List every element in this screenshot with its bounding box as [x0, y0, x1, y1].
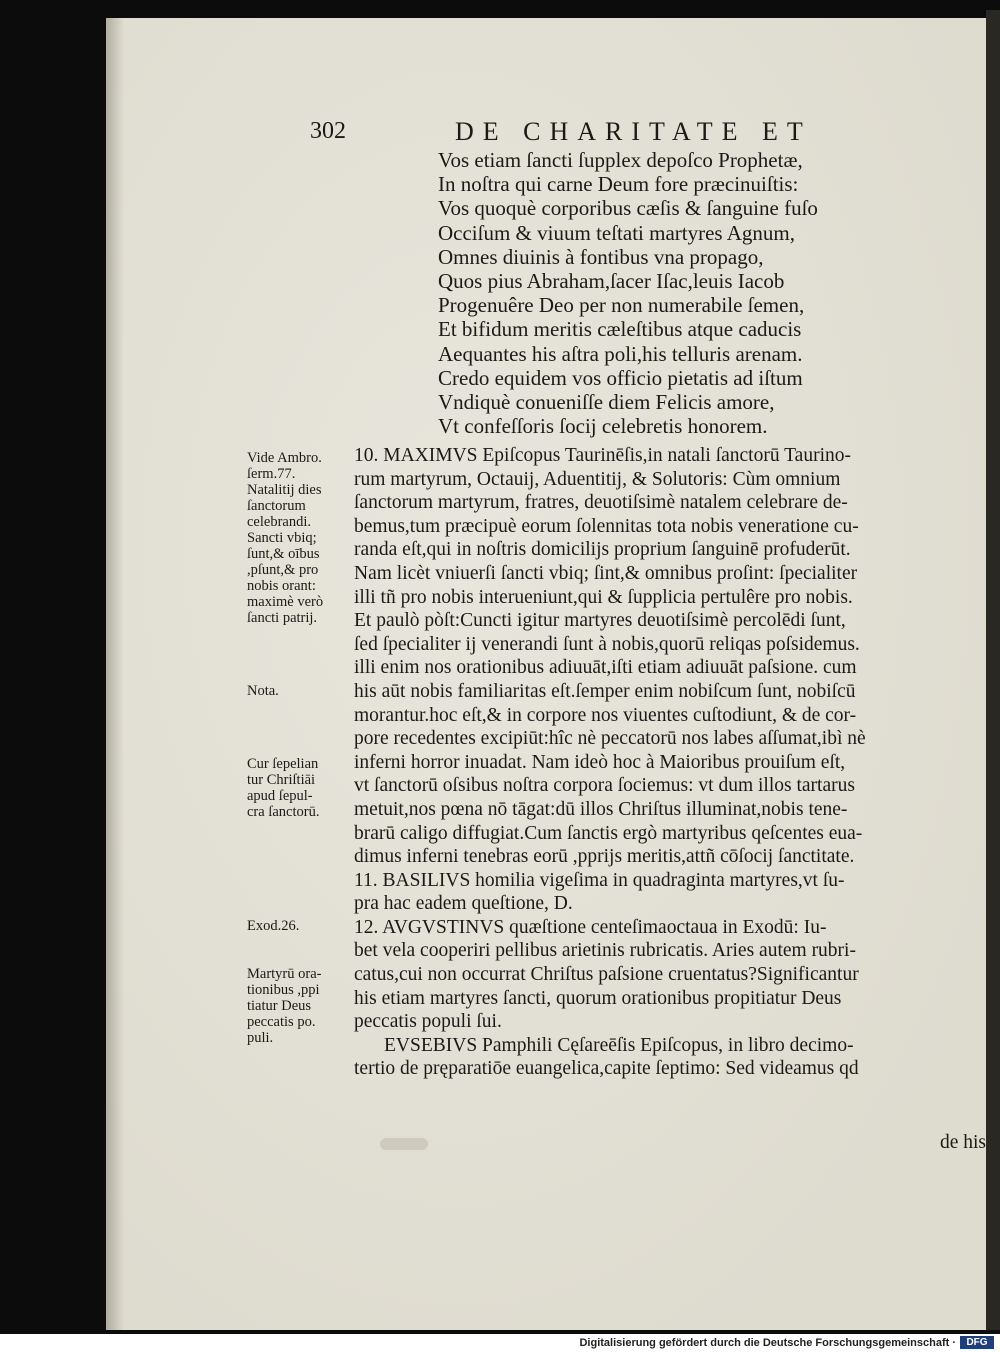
verse-line: Vos etiam ſancti ſupplex depoſco Prophetæ,: [438, 148, 803, 172]
body-line: morantur.hoc eſt,& in corpore nos viuentes cuſtodiunt, & de cor-: [354, 704, 857, 726]
margin-line: Sancti vbiq;: [247, 530, 317, 546]
verse-line: Quos pius Abraham,ſacer Iſac,leuis Iacob: [438, 269, 785, 294]
body-text: [354, 444, 866, 1081]
margin-line: Exod.26.: [247, 918, 300, 934]
verse-line: Aequantes his aſtra poli,his telluris arenam.: [438, 341, 803, 366]
margin-note: [247, 683, 279, 699]
margin-line: apud ſepul-: [247, 788, 313, 804]
body-line: 12. AVGVSTINVS quæſtione centeſimaoctaua in Exodū: Iu-: [354, 916, 827, 938]
verse-block: [438, 148, 818, 438]
body-line: pore recedentes excipiūt:hîc nè peccatorū nos labes aſſumat,ibì nè: [354, 728, 866, 750]
margin-line: tionibus ,ppi: [247, 982, 320, 998]
verse-line: Vos quoquè corporibus cæſis & ſanguine fuſo: [438, 196, 818, 221]
margin-line: ſancti patrij.: [247, 610, 318, 626]
dfg-logo: DFG: [960, 1336, 994, 1349]
body-line: his aūt nobis familiaritas eſt.ſemper enim nobiſcum ſunt, nobiſcū: [354, 680, 856, 702]
margin-line: ſunt,& oībus: [247, 546, 320, 562]
ink-smudge: [380, 1138, 428, 1150]
margin-line: celebrandi.: [247, 514, 312, 530]
margin-line: maximè verò: [247, 594, 324, 610]
body-line: pra hac eadem queſtione, D.: [354, 893, 573, 915]
body-line: peccatis populi ſui.: [354, 1011, 502, 1033]
margin-note: [247, 918, 299, 934]
body-line: illi tñ pro nobis interueniunt,qui & ſupplicia pertulêre pro nobis.: [354, 586, 853, 608]
margin-line: ſerm.77.: [247, 466, 296, 482]
verse-line: Vt confeſſoris ſocij celebretis honorem.: [438, 414, 768, 439]
verse-line: Vndiquè conueniſſe diem Felicis amore,: [438, 390, 775, 415]
body-line: Nam licèt vniuerſi ſancti vbiq; ſint,& omnibus proſint: ſpecialiter: [354, 562, 858, 584]
body-line: vt ſanctorū oſsibus noſtra corpora ſociemus: vt dum illos tartarus: [354, 775, 855, 797]
page-edge: [986, 10, 1000, 1330]
body-line: illi enim nos orationibus adiuuāt,iſti etiam adiuuāt paſsione. cum: [354, 657, 857, 679]
margin-line: ſanctorum: [247, 498, 306, 514]
body-line: randa eſt,qui in noſtris domicilijs proprium ſanguinē profuderūt.: [354, 539, 851, 561]
body-line: dimus inferni tenebras eorū ,pprijs meritis,attñ cōſocij ſanctitate.: [354, 846, 855, 868]
body-line: Et paulò pòſt:Cuncti igitur martyres deuotiſsimè percolēdi ſunt,: [354, 610, 846, 632]
running-head: DE CHARITATE ET: [455, 117, 812, 146]
body-line: his etiam martyres ſancti, quorum orationibus propitiatur Deus: [354, 987, 842, 1009]
margin-line: puli.: [247, 1030, 274, 1046]
margin-line: Natalitij dies: [247, 482, 322, 498]
body-line: ſed ſpecialiter ij venerandi ſunt à nobis,quorū reliqas poſsidemus.: [354, 633, 860, 655]
margin-line: tiatur Deus: [247, 998, 312, 1014]
margin-line: nobis orant:: [247, 578, 316, 594]
margin-note: [247, 966, 321, 1046]
verse-line: Progenuêre Deo per non numerabile ſemen,: [438, 293, 805, 318]
body-line: metuit,nos pœna nō tāgat:dū illos Chriſtus illuminat,nobis tene-: [354, 798, 848, 820]
verse-line: Credo equidem vos officio pietatis ad iſtum: [438, 365, 803, 390]
body-line: tertio de pręparatiōe euangelica,capite ſeptimo: Sed videamus qd: [354, 1058, 859, 1080]
verse-line: In noſtra qui carne Deum fore præcinuiſtis:: [438, 172, 799, 197]
verse-line: Et bifidum meritis cæleſtibus atque caducis: [438, 317, 802, 342]
body-line: ſanctorum martyrum, fratres, deuotiſsimè natalem celebrare de-: [354, 492, 848, 514]
margin-line: ,pſunt,& pro: [247, 562, 319, 578]
body-line: 11. BASILIVS homilia vigeſima in quadraginta martyres,vt ſu-: [354, 869, 845, 891]
body-line: bemus,tum præcipuè eorum ſolennitas tota nobis veneratione cu-: [354, 515, 859, 537]
margin-line: Cur ſepelian: [247, 756, 319, 772]
verse-line: Omnes diuinis à fontibus vna propago,: [438, 244, 764, 269]
margin-line: Martyrū ora-: [247, 966, 322, 982]
margin-line: Nota.: [247, 683, 279, 699]
verse-line: Occiſum & viuum teſtati martyres Agnum,: [438, 220, 795, 245]
body-line: catus,cui non occurrat Chriſtus paſsione cruentatus?Significantur: [354, 964, 859, 986]
body-line: 10. MAXIMVS Epiſcopus Taurinēſis,in natali ſanctorū Taurino-: [354, 445, 851, 466]
margin-line: peccatis po.: [247, 1014, 316, 1030]
margin-note: [247, 756, 319, 820]
margin-line: Vide Ambro.: [247, 450, 322, 466]
funding-credit: Digitalisierung gefördert durch die Deutsche Forschungsgemeinschaft ·: [579, 1337, 956, 1349]
body-line: inferni horror inuadat. Nam ideò hoc à Maioribus prouiſum eſt,: [354, 751, 846, 773]
catchword: de his: [939, 1132, 986, 1153]
gutter-shadow: [106, 18, 124, 1330]
margin-line: tur Chriſtiāi: [247, 772, 316, 788]
body-line: rum martyrum, Octauij, Aduentitij, & Solutoris: Cùm omnium: [354, 468, 841, 490]
body-line: bet vela cooperiri pellibus arietinis rubricatis. Aries autem rubri-: [354, 940, 856, 962]
margin-note: [247, 450, 323, 626]
body-line: EVSEBIVS Pamphili Cęſareēſis Epiſcopus, in libro decimo-: [384, 1034, 854, 1056]
body-line: brarū caligo diffugiat.Cum ſanctis ergò martyribus qeſcentes eua-: [354, 822, 863, 844]
margin-line: cra ſanctorū.: [247, 804, 320, 820]
page-number: 302: [310, 118, 346, 144]
